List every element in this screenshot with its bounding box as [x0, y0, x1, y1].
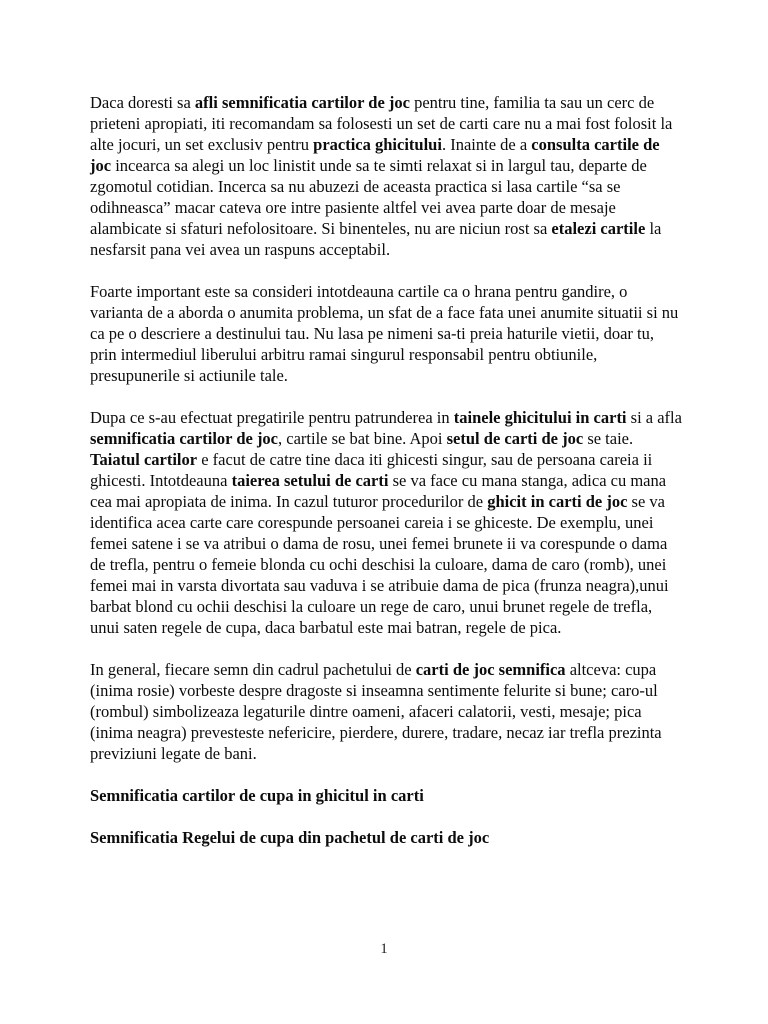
section-heading-cups: Semnificatia cartilor de cupa in ghicitul in carti	[90, 786, 424, 805]
page-number: 1	[380, 941, 388, 957]
section-heading-king-of-cups: Semnificatia Regelui de cupa din pachetul de carti de joc	[90, 828, 490, 847]
paragraph-suits-meaning: In general, fiecare semn din cadrul pachetului de carti de joc semnifica altceva: cupa (inima rosie) vorbeste despre dragoste si inseamna sentimente felurite si bune; caro-ul (rombul) simbolizeaza legaturile dintre oameni, afaceri calatorii, vesti, mesaje; pica (inima neagra) prevesteste nefericire, pierdere, durere, tradare, necaz iar trefla prezinta previziuni legate de bani.	[90, 660, 662, 763]
document-body	[90, 92, 684, 869]
paragraph-procedure: Dupa ce s-au efectuat pregatirile pentru patrunderea in tainele ghicitului in carti si a afla semnificatia cartilor de joc, cartile se bat bine. Apoi setul de carti de joc se taie. Taiatul cartilor e facut de catre tine daca iti ghicesti singur, sau de persoana careia ii ghicesti. Intotdeauna taierea setului de carti se va face cu mana stanga, adica cu mana cea mai apropiata de inima. In cazul tuturor procedurilor de ghicit in carti de joc se va identifica acea carte care corespunde persoanei careia i se ghiceste. De exemplu, unei femei satene i se va atribui o dama de rosu, unei femei brunete ii va corespunde o dama de trefla, pentru o femeie blonda cu ochi deschisi la culoare, dama de caro (romb), unei femei mai in varsta divortata sau vaduva i se atribuie dama de pica (frunza neagra),unui barbat blond cu ochii deschisi la culoare un rege de caro, unui brunet regele de trefla, unui saten regele de cupa, daca barbatul este mai batran, regele de pica.	[90, 408, 682, 637]
paragraph-advice: Foarte important este sa consideri intotdeauna cartile ca o hrana pentru gandire, o varianta de a aborda o anumita problema, un sfat de a face fata unei anumite situatii si nu ca pe o descriere a destinului tau. Nu lasa pe nimeni sa-ti preia haturile vietii, doar tu, prin intermediul liberului arbitru ramai singurul responsabil pentru obtiunile, presupunerile si actiunile tale.	[90, 282, 679, 385]
paragraph-intro: Daca doresti sa afli semnificatia cartilor de joc pentru tine, familia ta sau un cerc de prieteni apropiati, iti recomandam sa folosesti un set de carti care nu a mai fost folosit la alte jocuri, un set exclusiv pentru practica ghicitului. Inainte de a consulta cartile de joc incearca sa alegi un loc linistit unde sa te simti relaxat si in largul tau, departe de zgomotul cotidian. Incerca sa nu abuzezi de aceasta practica si lasa cartile “sa se odihneasca” macar cateva ore intre pasiente altfel vei avea parte doar de mesaje alambicate si sfaturi nefolositoare. Si binenteles, nu are niciun rost sa etalezi cartile la nesfarsit pana vei avea un raspuns acceptabil.	[90, 93, 673, 259]
